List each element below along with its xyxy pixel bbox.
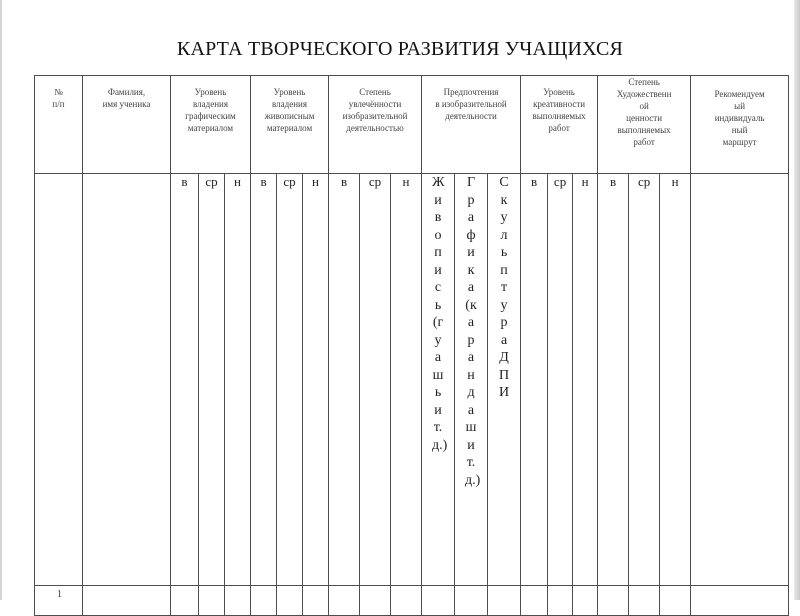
header-route: [691, 76, 789, 174]
header-passion: [329, 76, 422, 174]
data-cell: [521, 586, 548, 616]
subheader-row: [35, 174, 789, 586]
data-cell: [629, 586, 660, 616]
data-cell: [548, 586, 573, 616]
header-creativity: [521, 76, 598, 174]
header-painting-text: Уровень владения живописным материалом: [264, 87, 315, 133]
header-preferences-text: Предпочтения в изобразительной деятельности: [435, 87, 507, 121]
header-num-text: № п/п: [52, 87, 65, 109]
graphic-grade-high: в: [171, 174, 199, 586]
creativity-grade-high: в: [521, 174, 548, 586]
subheader-name-empty: [83, 174, 171, 586]
header-graphic: [171, 76, 251, 174]
data-cell: [488, 586, 521, 616]
header-creativity-text: Уровень креативности выполняемых работ: [532, 87, 586, 133]
subheader-num-empty: [35, 174, 83, 586]
passion-grade-mid: ср: [360, 174, 391, 586]
student-name-cell: [83, 586, 171, 616]
header-name: [83, 76, 171, 174]
header-num: [35, 76, 83, 174]
data-cell: [573, 586, 598, 616]
page-title: КАРТА ТВОРЧЕСКОГО РАЗВИТИЯ УЧАЩИХСЯ: [176, 38, 624, 60]
passion-grade-high: в: [329, 174, 360, 586]
header-route-text: Рекомендуем ый индивидуаль ный маршрут: [714, 89, 765, 147]
preference-graphics-text: Графика(карандаши т.д.): [465, 175, 481, 488]
passion-grade-low: н: [391, 174, 422, 586]
data-cell: [660, 586, 691, 616]
slide-frame-left: [0, 0, 2, 600]
data-cell: [422, 586, 455, 616]
header-row: [35, 76, 789, 174]
graphic-grade-mid: ср: [199, 174, 225, 586]
data-cell: [199, 586, 225, 616]
preference-painting-text: Живопись(гуашь и т.д.): [432, 175, 448, 453]
data-cell: [277, 586, 303, 616]
header-artistic-value: [598, 76, 691, 174]
data-cell: [225, 586, 251, 616]
data-cell: [691, 586, 789, 616]
preference-sculpture: [488, 174, 521, 586]
painting-grade-mid: ср: [277, 174, 303, 586]
preference-graphics: [455, 174, 488, 586]
data-cell: [360, 586, 391, 616]
artistic-grade-high: в: [598, 174, 629, 586]
data-cell: [391, 586, 422, 616]
artistic-grade-low: н: [660, 174, 691, 586]
header-preferences: [422, 76, 521, 174]
data-cell: [171, 586, 199, 616]
data-cell: [598, 586, 629, 616]
data-cell: [251, 586, 277, 616]
header-graphic-text: Уровень владения графическим материалом: [185, 87, 236, 133]
header-name-text: Фамилия, имя ученика: [102, 87, 151, 109]
creative-development-table: [34, 75, 789, 616]
header-artistic-value-text: Степень Художественн ой ценности выполняемых работ: [616, 77, 672, 147]
creativity-grade-mid: ср: [548, 174, 573, 586]
route-empty: [691, 174, 789, 586]
painting-grade-low: н: [303, 174, 329, 586]
data-cell: [455, 586, 488, 616]
data-cell: [329, 586, 360, 616]
row-number: 1: [35, 586, 83, 616]
preference-sculpture-text: СкульптураДПИ: [498, 175, 510, 400]
student-row: [35, 586, 789, 616]
artistic-grade-mid: ср: [629, 174, 660, 586]
preference-painting: [422, 174, 455, 586]
data-cell: [303, 586, 329, 616]
header-passion-text: Степень увлечённости изобразительной деятельностью: [342, 87, 408, 133]
slide-frame-right: [794, 0, 800, 600]
header-painting: [251, 76, 329, 174]
graphic-grade-low: н: [225, 174, 251, 586]
painting-grade-high: в: [251, 174, 277, 586]
creativity-grade-low: н: [573, 174, 598, 586]
